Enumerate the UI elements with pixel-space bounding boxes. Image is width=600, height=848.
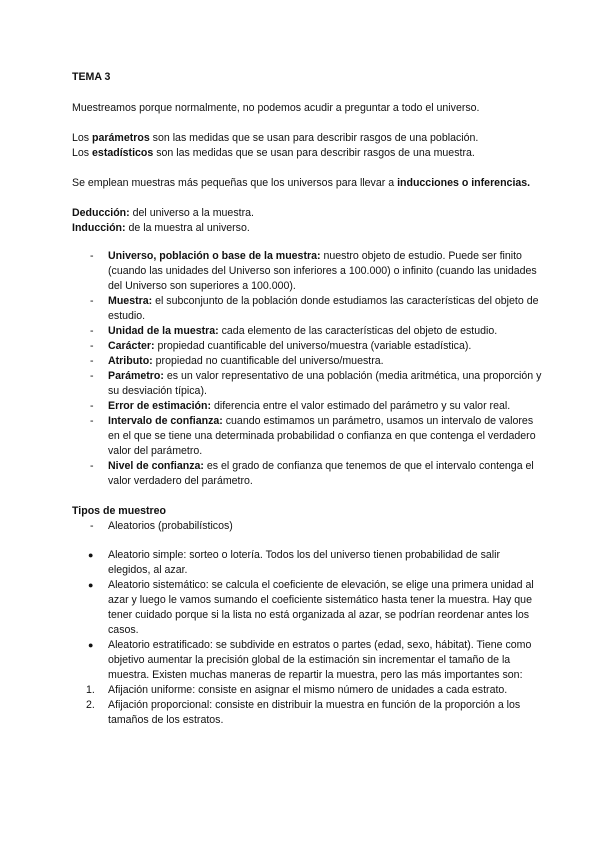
tipos-heading: Tipos de muestreo — [72, 505, 166, 517]
definition-item: - Unidad de la muestra: cada elemento de las características del objeto de estudio. — [90, 325, 498, 337]
afijaciones-list — [72, 683, 542, 728]
list-item: 1. Afijación uniforme: consiste en asignar el mismo número de unidades a cada estrato. — [86, 684, 508, 696]
definition-item: - Carácter: propiedad cuantificable del universo/muestra (variable estadística). — [90, 340, 472, 352]
list-item: 2. Afijación proporcional: consiste en distribuir la muestra en función de la proporción a los tamaños de los estratos. — [86, 699, 521, 726]
definition-item: - Nivel de confianza: es el grado de confianza que tenemos de que el intervalo contenga el valor verdadero del parámetro. — [90, 460, 534, 487]
document-body — [72, 70, 542, 728]
list-item: - Aleatorios (probabilísticos) — [90, 520, 233, 532]
inferencias-paragraph: Se emplean muestras más pequeñas que los universos para llevar a inducciones o inferencias. — [72, 177, 531, 189]
intro-paragraph: Muestreamos porque normalmente, no podemos acudir a preguntar a todo el universo. — [72, 102, 480, 114]
list-item: ● Aleatorio estratificado: se subdivide en estratos o partes (edad, sexo, hábitat). Tiene como objetivo aumentar la precisión global de la estimación sin incrementar el tamaño de la muestra. Existen muchas maneras de repartir la muestra, pero las más importantes son: — [88, 639, 532, 681]
definitions-list — [72, 249, 542, 489]
parametros-line: Los parámetros son las medidas que se usan para describir rasgos de una población. — [72, 132, 479, 144]
definition-item: - Muestra: el subconjunto de la población donde estudiamos las características del objeto de estudio. — [90, 295, 539, 322]
definition-item: - Error de estimación: diferencia entre el valor estimado del parámetro y su valor real. — [90, 400, 511, 412]
tipos-sub-list — [72, 519, 542, 534]
definition-item: - Universo, población o base de la muestra: nuestro objeto de estudio. Puede ser finito (cuando las unidades del Universo son inferiores a 100.000) o infinito (cuando las unidades del Universo son superiores a 100.000). — [90, 250, 537, 292]
list-item: ● Aleatorio simple: sorteo o lotería. Todos los del universo tienen probabilidad de salir elegidos, al azar. — [88, 549, 500, 576]
definition-item: - Parámetro: es un valor representativo de una población (media aritmética, una proporción y su desviación típica). — [90, 370, 542, 397]
tipos-list — [72, 548, 542, 683]
deduccion-line: Deducción: del universo a la muestra. — [72, 207, 254, 219]
definition-item: - Atributo: propiedad no cuantificable del universo/muestra. — [90, 355, 384, 367]
definition-item: - Intervalo de confianza: cuando estimamos un parámetro, usamos un intervalo de valores en el que se tiene una determinada probabilidad o confianza en que contenga el verdadero valor del parámetro. — [90, 415, 536, 457]
page-title: TEMA 3 — [72, 71, 111, 83]
list-item: ● Aleatorio sistemático: se calcula el coeficiente de elevación, se elige una primera unidad al azar y luego le vamos sumando el coeficiente sistemático hasta tener la muestra. Hay que tener cuidado porque si la lista no está organizada al azar, se podrían reordenar antes los casos. — [88, 579, 534, 636]
estadisticos-line: Los estadísticos son las medidas que se usan para describir rasgos de una muestra. — [72, 147, 475, 159]
induccion-line: Inducción: de la muestra al universo. — [72, 222, 250, 234]
